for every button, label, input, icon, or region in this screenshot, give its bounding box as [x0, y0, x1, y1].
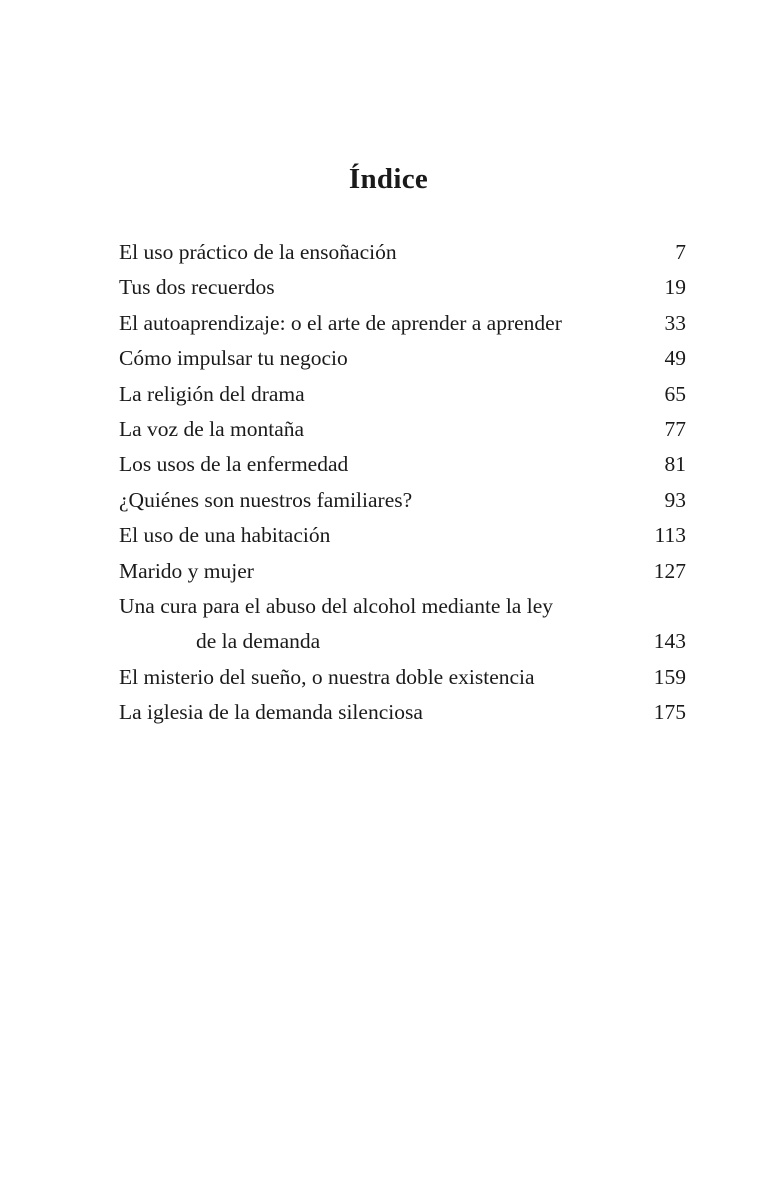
toc-entry-title: ¿Quiénes son nuestros familiares? — [119, 487, 413, 512]
toc-entry — [119, 341, 686, 376]
toc-entry-page: 159 — [653, 664, 686, 689]
toc-entry-page: 65 — [664, 381, 686, 406]
toc-entry-page: 113 — [654, 523, 686, 548]
toc-entry — [119, 518, 686, 553]
toc-entry-page: 93 — [664, 487, 686, 512]
toc-entry-page: 19 — [664, 275, 686, 300]
toc-entry-title: Los usos de la enfermedad — [119, 452, 349, 477]
table-of-contents — [119, 235, 686, 730]
toc-entry-page: 7 — [675, 240, 686, 264]
toc-entry-title: El uso práctico de la ensoñación — [119, 240, 397, 264]
toc-entry-title: El autoaprendizaje: o el arte de aprender a aprender — [119, 310, 562, 335]
toc-entry-title: Una cura para el abuso del alcohol mediante la ley — [119, 593, 553, 618]
page-title: Índice — [348, 163, 429, 196]
toc-entry-page: 175 — [653, 700, 686, 725]
toc-entry — [119, 695, 686, 730]
toc-entry — [119, 483, 686, 518]
toc-entry — [119, 554, 686, 589]
toc-entry — [119, 589, 686, 624]
toc-entry-title-continuation: de la demanda — [196, 629, 321, 654]
toc-entry-title: El uso de una habitación — [119, 523, 331, 548]
toc-entry-page: 143 — [653, 629, 686, 654]
toc-entry-title: La iglesia de la demanda silenciosa — [119, 700, 423, 725]
toc-entry-page: 49 — [664, 346, 686, 371]
toc-entry — [119, 377, 686, 412]
toc-entry-title: Tus dos recuerdos — [119, 275, 275, 300]
toc-entry — [119, 447, 686, 482]
toc-entry — [119, 270, 686, 305]
toc-entry-title: La voz de la montaña — [119, 416, 305, 441]
toc-entry-page: 81 — [664, 452, 686, 477]
toc-entry-title: Marido y mujer — [119, 558, 254, 583]
toc-entry-continuation — [119, 624, 686, 659]
toc-entry-title: El misterio del sueño, o nuestra doble existencia — [119, 664, 535, 689]
toc-entry-page: 77 — [664, 416, 686, 441]
toc-entry — [119, 412, 686, 447]
toc-entry-title: Cómo impulsar tu negocio — [119, 346, 348, 371]
toc-entry — [119, 660, 686, 695]
toc-entry — [119, 235, 686, 270]
toc-entry-page: 127 — [653, 558, 686, 583]
toc-entry — [119, 306, 686, 341]
toc-entry-title: La religión del drama — [119, 381, 305, 406]
toc-entry-page: 33 — [664, 310, 686, 335]
